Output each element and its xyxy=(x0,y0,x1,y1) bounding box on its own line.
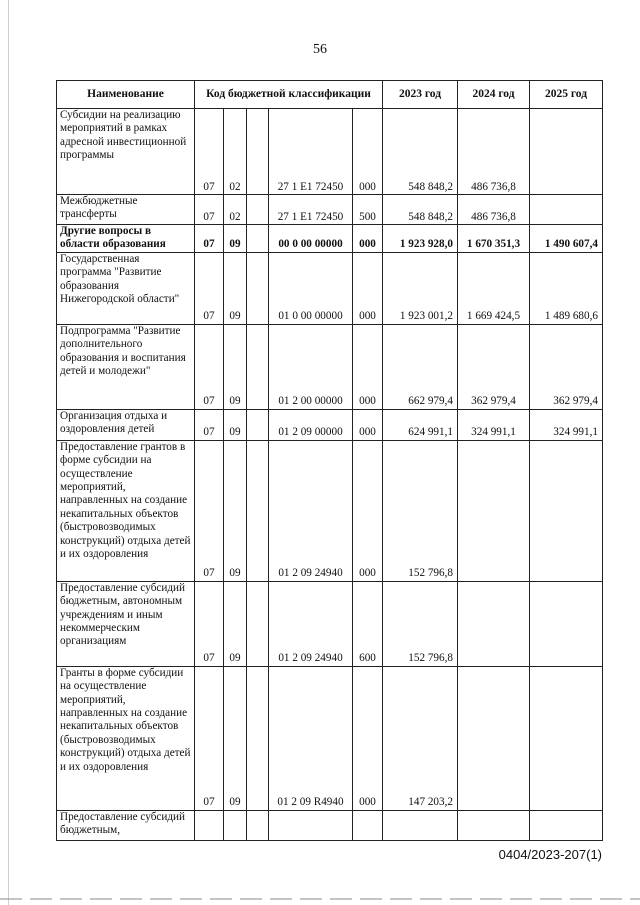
row-name-cell: Организация отдыха и оздоровления детей xyxy=(57,409,195,440)
header-2023: 2023 год xyxy=(383,81,458,109)
row-c1-cell: 07 xyxy=(195,225,224,253)
row-c2-cell: 09 xyxy=(224,252,247,324)
row-name-cell: Субсидии на реализацию мероприятий в рамках адресной инвестиционной программы xyxy=(57,109,195,195)
budget-table xyxy=(56,80,603,841)
table-row xyxy=(57,109,603,195)
row-c3-cell: 27 1 E1 72450 xyxy=(269,109,353,195)
row-c1-cell: 07 xyxy=(195,252,224,324)
row-empty-cell xyxy=(247,252,269,324)
row-y2025-cell: 362 979,4 xyxy=(530,324,603,409)
row-c4-cell: 000 xyxy=(353,225,383,253)
row-y2023-cell: 1 923 001,2 xyxy=(383,252,458,324)
row-y2024-cell: 1 670 351,3 xyxy=(458,225,530,253)
row-y2023-cell: 152 796,8 xyxy=(383,581,458,666)
table-row xyxy=(57,581,603,666)
row-y2025-cell: 1 489 680,6 xyxy=(530,252,603,324)
row-c2-cell: 02 xyxy=(224,109,247,195)
row-y2024-cell: 486 736,8 xyxy=(458,195,530,225)
table-row xyxy=(57,666,603,810)
row-c1-cell xyxy=(195,810,224,840)
row-y2023-cell: 1 923 928,0 xyxy=(383,225,458,253)
row-name-cell: Межбюджетные трансферты xyxy=(57,195,195,225)
row-name-cell: Государственная программа "Развитие образования Нижегородской области" xyxy=(57,252,195,324)
header-2024: 2024 год xyxy=(458,81,530,109)
row-c2-cell: 09 xyxy=(224,440,247,581)
row-c1-cell: 07 xyxy=(195,409,224,440)
row-c3-cell xyxy=(269,810,353,840)
row-y2025-cell xyxy=(530,195,603,225)
row-c3-cell: 01 2 09 24940 xyxy=(269,581,353,666)
row-y2024-cell xyxy=(458,581,530,666)
row-empty-cell xyxy=(247,810,269,840)
table-row xyxy=(57,440,603,581)
row-c2-cell: 09 xyxy=(224,324,247,409)
row-y2023-cell: 147 203,2 xyxy=(383,666,458,810)
row-y2025-cell xyxy=(530,109,603,195)
row-empty-cell xyxy=(247,324,269,409)
row-y2025-cell xyxy=(530,581,603,666)
row-c3-cell: 27 1 E1 72450 xyxy=(269,195,353,225)
table-row xyxy=(57,225,603,253)
row-y2023-cell xyxy=(383,810,458,840)
row-empty-cell xyxy=(247,666,269,810)
row-y2024-cell: 486 736,8 xyxy=(458,109,530,195)
row-y2025-cell xyxy=(530,666,603,810)
row-name-cell: Подпрограмма "Развитие дополнительного образования и воспитания детей и молодежи" xyxy=(57,324,195,409)
scan-bottom-noise xyxy=(0,898,640,900)
row-c2-cell: 09 xyxy=(224,409,247,440)
table-row xyxy=(57,810,603,840)
row-c3-cell: 01 2 09 R4940 xyxy=(269,666,353,810)
row-c4-cell: 500 xyxy=(353,195,383,225)
row-y2025-cell: 1 490 607,4 xyxy=(530,225,603,253)
row-y2024-cell: 362 979,4 xyxy=(458,324,530,409)
row-c2-cell: 09 xyxy=(224,666,247,810)
row-name-cell: Гранты в форме субсидии на осуществление мероприятий, направленных на создание некапитальных объектов (быстровозводимых конструкций) отдыха детей и их оздоровления xyxy=(57,666,195,810)
row-y2023-cell: 662 979,4 xyxy=(383,324,458,409)
row-c4-cell xyxy=(353,810,383,840)
row-c3-cell: 01 2 00 00000 xyxy=(269,324,353,409)
row-c2-cell xyxy=(224,810,247,840)
table-row xyxy=(57,324,603,409)
row-empty-cell xyxy=(247,195,269,225)
budget-table-container xyxy=(56,80,603,841)
row-c3-cell: 01 2 09 00000 xyxy=(269,409,353,440)
header-2025: 2025 год xyxy=(530,81,603,109)
row-y2025-cell xyxy=(530,810,603,840)
row-empty-cell xyxy=(247,109,269,195)
row-c1-cell: 07 xyxy=(195,440,224,581)
row-c1-cell: 07 xyxy=(195,109,224,195)
row-c3-cell: 01 2 09 24940 xyxy=(269,440,353,581)
row-empty-cell xyxy=(247,581,269,666)
document-code: 0404/2023-207(1) xyxy=(498,847,602,862)
row-y2024-cell xyxy=(458,440,530,581)
row-c4-cell: 600 xyxy=(353,581,383,666)
row-c2-cell: 09 xyxy=(224,581,247,666)
header-name: Наименование xyxy=(57,81,195,109)
row-c2-cell: 09 xyxy=(224,225,247,253)
scan-edge-line xyxy=(8,0,9,905)
row-y2023-cell: 548 848,2 xyxy=(383,109,458,195)
row-name-cell: Предоставление субсидий бюджетным, xyxy=(57,810,195,840)
row-y2023-cell: 548 848,2 xyxy=(383,195,458,225)
row-empty-cell xyxy=(247,225,269,253)
row-c4-cell: 000 xyxy=(353,666,383,810)
row-c1-cell: 07 xyxy=(195,666,224,810)
row-y2025-cell: 324 991,1 xyxy=(530,409,603,440)
row-y2024-cell xyxy=(458,810,530,840)
row-name-cell: Предоставление субсидий бюджетным, автономным учреждениям и иным некоммерческим организациям xyxy=(57,581,195,666)
row-c4-cell: 000 xyxy=(353,440,383,581)
table-body xyxy=(57,109,603,841)
row-c1-cell: 07 xyxy=(195,581,224,666)
row-c4-cell: 000 xyxy=(353,324,383,409)
row-name-cell: Предоставление грантов в форме субсидии на осуществление мероприятий, направленных на создание некапитальных объектов (быстровозводимых конструкций) отдыха детей и их оздоровления xyxy=(57,440,195,581)
row-name-cell: Другие вопросы в области образования xyxy=(57,225,195,253)
row-c4-cell: 000 xyxy=(353,409,383,440)
row-c4-cell: 000 xyxy=(353,109,383,195)
row-y2024-cell: 324 991,1 xyxy=(458,409,530,440)
row-y2024-cell xyxy=(458,666,530,810)
row-c1-cell: 07 xyxy=(195,324,224,409)
row-empty-cell xyxy=(247,440,269,581)
row-y2024-cell: 1 669 424,5 xyxy=(458,252,530,324)
row-y2023-cell: 152 796,8 xyxy=(383,440,458,581)
row-y2025-cell xyxy=(530,440,603,581)
row-c3-cell: 01 0 00 00000 xyxy=(269,252,353,324)
row-c3-cell: 00 0 00 00000 xyxy=(269,225,353,253)
table-row xyxy=(57,409,603,440)
table-header-row xyxy=(57,81,603,109)
row-c4-cell: 000 xyxy=(353,252,383,324)
header-code: Код бюджетной классификации xyxy=(195,81,383,109)
table-row xyxy=(57,195,603,225)
row-c1-cell: 07 xyxy=(195,195,224,225)
row-y2023-cell: 624 991,1 xyxy=(383,409,458,440)
row-empty-cell xyxy=(247,409,269,440)
table-row xyxy=(57,252,603,324)
row-c2-cell: 02 xyxy=(224,195,247,225)
page-number: 56 xyxy=(313,42,327,57)
